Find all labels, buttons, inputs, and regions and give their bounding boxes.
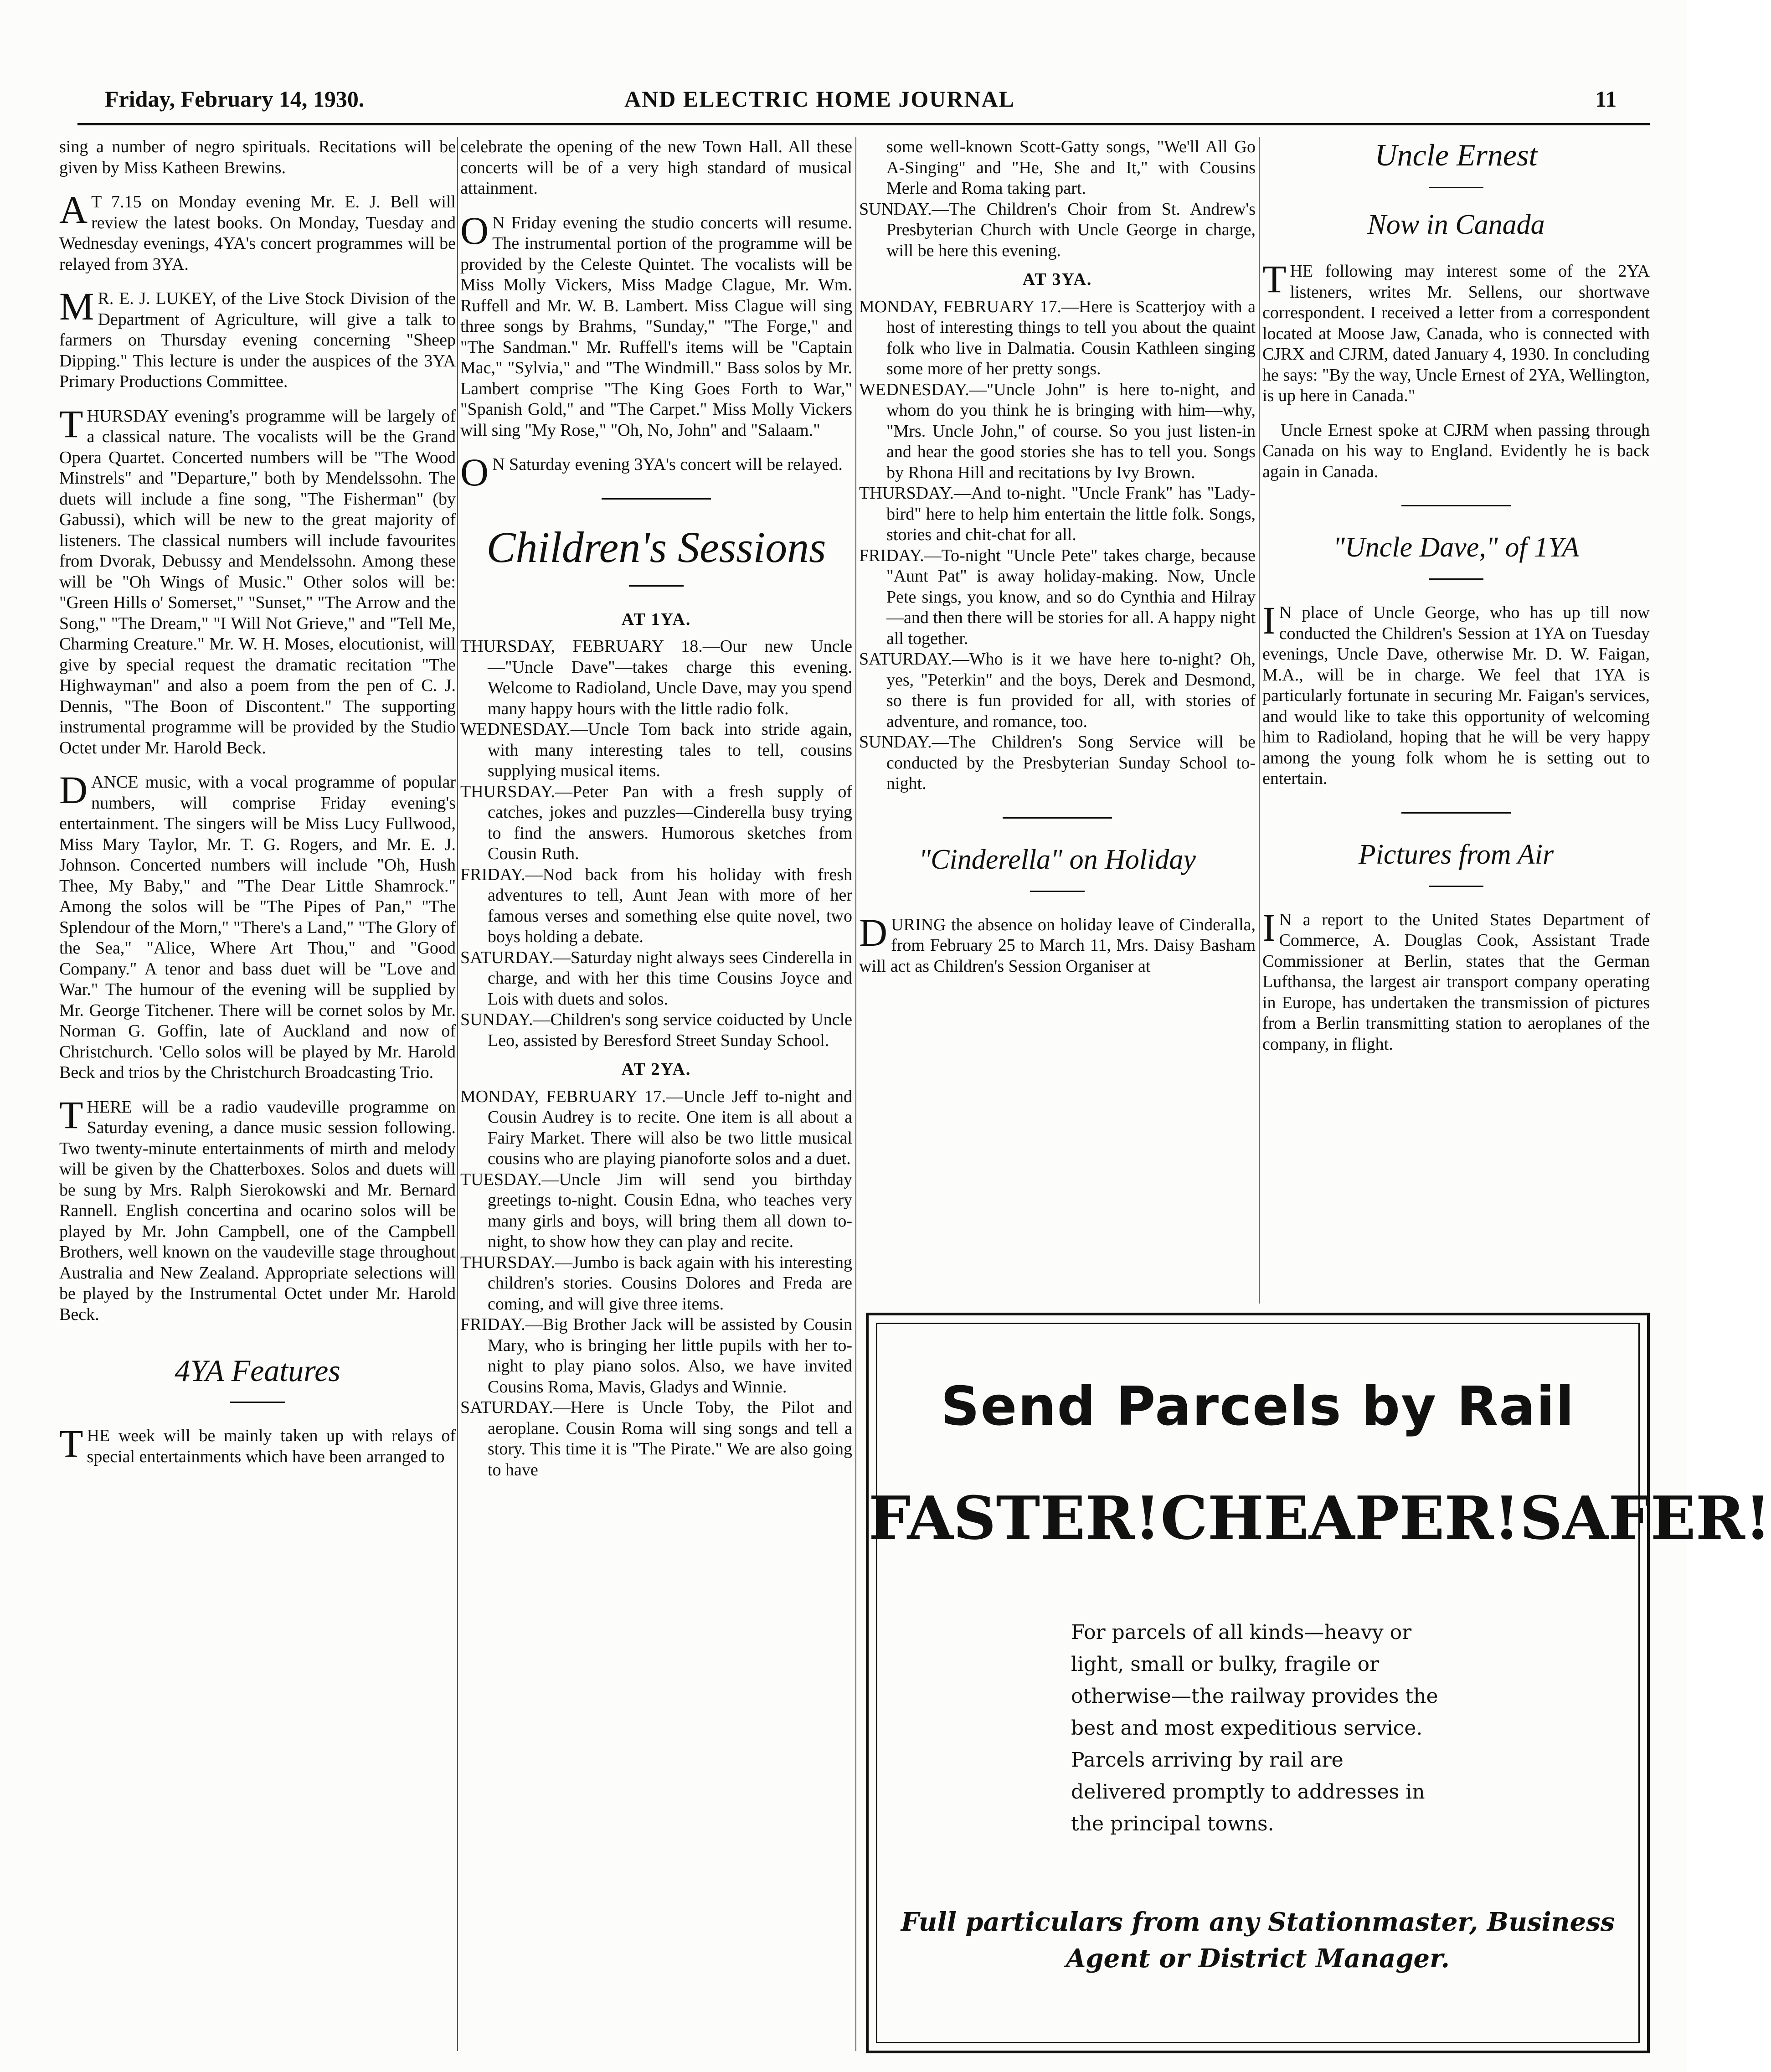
schedule-entry xyxy=(859,483,1256,546)
station-heading-1ya: AT 1YA. xyxy=(621,609,691,629)
ad-slogan-cheaper: CHEAPER! xyxy=(1160,1483,1520,1553)
section-title-cinderella-on-holiday: "Cinderella" on Holiday xyxy=(919,844,1196,875)
paragraph xyxy=(59,1422,456,1467)
schedule-entry-continued: some well-known Scott-Gatty songs, "We'll All Go A-Singing" and "He, She and It," with Cousins Merle and Roma taking part. xyxy=(886,137,1256,198)
entry-text: —Peter Pan with a fresh supply of catches, jokes and puzzles—Cinderella busy trying to find the answers. Humorous sketches from Cousin Ruth. xyxy=(488,782,852,863)
entry-day: FRIDAY. xyxy=(859,546,924,565)
schedule-entry xyxy=(460,1087,852,1170)
drop-cap: D xyxy=(59,768,88,812)
schedule-entry xyxy=(859,199,1256,262)
page-number: 11 xyxy=(1595,86,1617,112)
paragraph xyxy=(460,208,852,441)
railway-advertisement xyxy=(866,1313,1771,2053)
entry-day: THURSDAY. xyxy=(460,782,556,801)
entry-day: SATURDAY. xyxy=(460,948,553,967)
entry-text: —Big Brother Jack will be assisted by Cousin Mary, who is bringing her little pupils with her to-night to play piano solos. Also, we have invited Cousins Roma, Mavis, Gladys and Winnie. xyxy=(488,1315,852,1397)
entry-day: SATURDAY. xyxy=(859,649,952,669)
station-heading-3ya: AT 3YA. xyxy=(1022,270,1092,289)
issue-date: Friday, February 14, 1930. xyxy=(105,86,365,112)
entry-text: —Saturday night always sees Cinderella in charge, and with her this time Cousins Joyce and Lois with duets and solos. xyxy=(488,948,852,1009)
schedule-entry xyxy=(460,948,852,1010)
paragraph-text: N place of Uncle George, who has up till now conducted the Children's Session at 1YA on Tuesday evenings, Uncle Dave, otherwise Mr. D. W. Faigan, M.A., will be in charge. We feel that 1YA is particularly fortunate in securing Mr. Faigan's services, and would like to take this opportunity of welcoming him to Radioland, hoping that he will be very happy among the young folk whom he is setting out to entertain. xyxy=(1262,603,1650,788)
paragraph-text: HURSDAY evening's programme will be largely of a classical nature. The vocalists will be the Grand Opera Quartet. Concerted numbers will be "The Wood Minstrels" and "Departure," both by Mendelssohn. The duets will include a fine song, "The Fisherman" (by Gabussi), which will be new to the great majority of listeners. The classical numbers will include favourites from Dvorak, Debussy and Mendelssohn. Among these will be "Oh Wings of Music." Other solos will be: "Green Hills o' Somerset," "Sunset," "The Arrow and the Song," "The Dream," "I Will Not Grieve," and "Tell Me, Charming Creature." Mr. W. H. Moses, elocutionist, will give by special request the dramatic recitation "The Highwayman" and also a poem from the pen of C. J. Dennis, "The Boon of Discontent." The supporting instrumental programme will be provided by the Studio Octet under Mr. Harold Beck. xyxy=(59,406,456,758)
schedule-entry xyxy=(460,1314,852,1397)
schedule-entry xyxy=(460,1170,852,1252)
column-divider xyxy=(1259,137,1260,1304)
title-rule xyxy=(1429,578,1483,580)
drop-cap: O xyxy=(460,208,489,253)
column-divider xyxy=(855,137,856,2051)
paragraph xyxy=(59,188,456,275)
station-heading-2ya: AT 2YA. xyxy=(621,1060,691,1079)
entry-day: THURSDAY. xyxy=(460,1252,556,1272)
paragraph xyxy=(460,450,852,494)
title-rule xyxy=(1429,886,1483,887)
schedule-entry xyxy=(859,546,1256,649)
entry-text: —Uncle Jeff to-night and Cousin Audrey is to recite. One item is all about a Fairy Market. There will also be two little musical cousins who are playing pianoforte solos and a duet. xyxy=(488,1087,853,1168)
paragraph-text: T 7.15 on Monday evening Mr. E. J. Bell will review the latest books. On Monday, Tuesday and Wednesday evenings, 4YA's concert programmes will be relayed from 3YA. xyxy=(59,192,456,274)
drop-cap: I xyxy=(1262,598,1276,642)
paragraph-text: N a report to the United States Department of Commerce, A. Douglas Cook, Assistant Trade Commissioner at Berlin, states that the German Lufthansa, the largest air transport company operating in Europe, has undertaken the transmission of pictures from a Berlin transmitting station to aeroplanes of the company, in flight. xyxy=(1262,910,1650,1054)
ad-footer-line: Full particulars from any Stationmaster, Business xyxy=(901,1907,1615,1937)
entry-text: —Here is Scatterjoy with a host of interesting things to tell you about the quaint folk who live in Dalmatia. Cousin Kathleen singing some more of her pretty songs. xyxy=(886,297,1256,378)
title-rule xyxy=(230,1402,285,1403)
schedule-entry xyxy=(859,732,1256,794)
paragraph-text: N Friday evening the studio concerts will resume. The instrumental portion of the programme will be provided by the Celeste Quintet. The vocalists will be Miss Molly Vickers, Miss Madge Clague, Mr. Wm. Ruffell and Mr. W. B. Lambert. Miss Clague will sing three songs by Brahms, "Sunday," "The Forge," and "The Sandman." Mr. Ruffell's items will be "Captain Mac," "Sylvia," and "The Windmill." Bass solos by Mr. Lambert comprise "The King Goes Forth to War," "Spanish Gold," and "The Carpet." Miss Molly Vickers will sing "My Rose," "Oh, No, John" and "Salaam." xyxy=(460,213,852,440)
paragraph xyxy=(59,284,456,392)
section-title-uncle-ernest: Uncle Ernest xyxy=(1375,138,1538,172)
drop-cap: O xyxy=(460,450,489,494)
entry-day: SUNDAY. xyxy=(859,199,932,219)
paragraph-text: R. E. J. LUKEY, of the Live Stock Division of the Department of Agriculture, will give a talk to farmers on Thursday evening concerning "Sheep Dipping." This lecture is under the auspices of the 3YA Primary Productions Committee. xyxy=(59,289,456,391)
drop-cap: D xyxy=(859,910,888,954)
schedule-entry xyxy=(460,1397,852,1480)
schedule-entry xyxy=(460,1010,852,1051)
entry-text: —The Children's Song Service will be conducted by the Presbyterian Sunday School to-night. xyxy=(886,732,1256,793)
section-title-pictures-from-air: Pictures from Air xyxy=(1358,839,1554,870)
section-title-uncle-dave: "Uncle Dave," of 1YA xyxy=(1333,532,1580,563)
drop-cap: T xyxy=(59,1422,83,1465)
paragraph-text: HE following may interest some of the 2YA listeners, writes Mr. Sellens, our shortwave correspondent. I received a letter from a correspondent located at Moose Jaw, Canada, who is connected with CJRX and CJRM, dated January 4, 1930. In concluding he says: "By the way, Uncle Ernest of 2YA, Wellington, is up here in Canada." xyxy=(1262,262,1650,405)
paragraph xyxy=(59,402,456,759)
schedule-entry xyxy=(460,782,852,865)
entry-day: TUESDAY. xyxy=(460,1170,542,1189)
ad-slogan-faster: FASTER! xyxy=(869,1483,1161,1553)
paragraph: celebrate the opening of the new Town Hall. All these concerts will be of a very high standard of musical attainment. xyxy=(460,137,852,198)
paragraph xyxy=(859,910,1256,977)
entry-text: —Uncle Tom back into stride again, with many interesting tales to tell, cousins supplying musical items. xyxy=(488,720,852,780)
entry-day: MONDAY, FEBRUARY 17. xyxy=(859,297,1061,316)
entry-text: —"Uncle John" is here to-night, and whom do you think he is bringing with him—why, "Mrs. Uncle John," of course. So you just listen-in and hear the good stories she has to tell you. Songs by Rhona Hill and recitations by Ivy Brown. xyxy=(886,380,1256,482)
drop-cap: A xyxy=(59,188,88,232)
entry-text: —Our new Uncle—"Uncle Dave"—takes charge this evening. Welcome to Radioland, Uncle Dave, may you spend many happy hours with the little radio folk. xyxy=(488,637,852,718)
paragraph-text: URING the absence on holiday leave of Cinderalla, from February 25 to March 11, Mrs. Daisy Basham will act as Children's Session Organiser at xyxy=(859,915,1256,976)
entry-text: —Children's song service coiducted by Uncle Leo, assisted by Beresford Street Sunday School. xyxy=(488,1010,852,1050)
title-rule xyxy=(1429,187,1483,188)
paragraph-text: HE week will be mainly taken up with relays of special entertainments which have been arranged to xyxy=(87,1426,456,1466)
entry-day: MONDAY, FEBRUARY 17. xyxy=(460,1087,666,1106)
title-rule xyxy=(1030,891,1085,892)
masthead: AND ELECTRIC HOME JOURNAL xyxy=(624,86,1015,112)
entry-text: —Jumbo is back again with his interesting children's stories. Cousins Dolores and Freda are coming, and will give three items. xyxy=(488,1252,852,1314)
entry-text: —The Children's Choir from St. Andrew's Presbyterian Church with Uncle George in charge, will be here this evening. xyxy=(886,199,1256,260)
entry-day: THURSDAY. xyxy=(859,484,954,503)
drop-cap: T xyxy=(1262,257,1287,301)
column-divider xyxy=(457,137,458,2051)
header-rule xyxy=(77,123,1650,125)
ad-footer-line: Agent or District Manager. xyxy=(1066,1943,1450,1974)
drop-cap: T xyxy=(59,402,83,446)
entry-day: FRIDAY. xyxy=(460,1315,525,1334)
section-title-childrens-sessions: Children's Sessions xyxy=(486,522,826,572)
paragraph xyxy=(1262,257,1650,407)
entry-day: SUNDAY. xyxy=(859,732,932,752)
column-1 xyxy=(59,137,456,2072)
column-2 xyxy=(460,137,852,2072)
schedule-entry xyxy=(859,380,1256,484)
paragraph xyxy=(59,1093,456,1325)
drop-cap: T xyxy=(59,1093,83,1137)
schedule-entry xyxy=(859,649,1256,732)
schedule-entry xyxy=(460,719,852,782)
schedule-entry xyxy=(460,865,852,948)
paragraph-text: N Saturday evening 3YA's concert will be relayed. xyxy=(492,455,843,474)
section-subtitle-now-in-canada: Now in Canada xyxy=(1367,209,1545,240)
ad-headline: Send Parcels by Rail xyxy=(941,1375,1575,1438)
section-rule xyxy=(1401,505,1511,506)
entry-day: WEDNESDAY. xyxy=(859,380,969,399)
entry-text: —Nod back from his holiday with fresh adventures to tell, Aunt Jean with more of her famous verses and something else quite novel, two boys holding a debate. xyxy=(488,865,852,946)
entry-day: SUNDAY. xyxy=(460,1010,533,1029)
entry-text: —Who is it we have here to-night? Oh, yes, "Peterkin" and the boys, Derek and Desmond, so there is fun provided for all, with stories of adventure, and romance, too. xyxy=(886,649,1256,731)
paragraph-text: ANCE music, with a vocal programme of popular numbers, will comprise Friday evening's entertainment. The singers will be Miss Lucy Fullwood, Miss Mary Taylor, Mr. T. G. Rogers, and Mr. E. J. Johnson. Concerted numbers will include "Oh, Hush Thee, My Baby," and "The Dear Little Shamrock." Among the solos will be "The Pipes of Pan," "The Splendour of the Morn," "There's a Land," "The Glory of the Sea," "Alice, Where Art Thou," and "Good Company." A tenor and bass duet will be "Love and War." The humour of the evening will be supplied by Mr. George Titchener. There will be cornet solos by Mr. Norman G. Goffin, late of Auckland and now of Christchurch. 'Cello solos will be played by Mr. Harold Beck and trios by the Christchurch Broadcasting Trio. xyxy=(59,773,456,1082)
entry-day: WEDNESDAY. xyxy=(460,720,571,739)
entry-text: —Uncle Jim will send you birthday greetings to-night. Cousin Edna, who teaches very many girls and boys, will bring them all down to-night, to show how they can play and recite. xyxy=(488,1170,852,1251)
ad-slogan-safer: SAFER! xyxy=(1519,1483,1771,1553)
schedule-entry xyxy=(460,1252,852,1315)
entry-day: FRIDAY. xyxy=(460,865,525,884)
paragraph xyxy=(59,768,456,1083)
paragraph: sing a number of negro spirituals. Recitations will be given by Miss Katheen Brewins. xyxy=(59,137,456,177)
drop-cap: M xyxy=(59,284,94,328)
paragraph: Uncle Ernest spoke at CJRM when passing through Canada on his way to England. Evidently he is back again in Canada. xyxy=(1262,420,1650,481)
ad-body-text: For parcels of all kinds—heavy or light, small or bulky, fragile or otherwise—the railway provides the best and most expeditious service. Parcels arriving by rail are delivered promptly to addresses in the principal towns. xyxy=(1071,1621,1438,1835)
section-rule xyxy=(602,498,711,500)
section-title-4ya-features: 4YA Features xyxy=(175,1353,340,1388)
entry-text: —To-night "Uncle Pete" takes charge, because "Aunt Pat" is away holiday-making. Now, Uncle Pete sings, you know, and so do Cynthia and Hilray—and then there will be stories for all. A happy night all together. xyxy=(886,546,1256,648)
schedule-entry xyxy=(460,636,852,719)
paragraph xyxy=(1262,598,1650,789)
schedule-entry xyxy=(859,297,1256,380)
section-rule xyxy=(1003,817,1112,819)
entry-text: —Here is Uncle Toby, the Pilot and aeroplane. Cousin Roma will sing songs and tell a story. This time it is "The Pirate." We are also going to have xyxy=(488,1398,852,1479)
paragraph-text: HERE will be a radio vaudeville programme on Saturday evening, a dance music session following. Two twenty-minute entertainments of mirth and melody will be given by the Chatterboxes. Solos and duets will be sung by Mrs. Ralph Sierokowski and Mr. Bernard Rannell. English concertina and ocarino solos will be played by Mr. John Campbell, one of the Campbell Brothers, well known on the vaudeville stage throughout Australia and New Zealand. Appropriate selections will be played by the Instrumental Octet under Mr. Harold Beck. xyxy=(59,1097,456,1324)
paragraph xyxy=(1262,905,1650,1055)
entry-day: THURSDAY, FEBRUARY 18. xyxy=(460,637,703,656)
ad-inner-border xyxy=(876,1323,1640,2043)
title-rule xyxy=(629,585,684,587)
entry-day: SATURDAY. xyxy=(460,1398,553,1417)
drop-cap: I xyxy=(1262,905,1276,949)
section-rule xyxy=(1401,812,1511,814)
entry-text: —And to-night. "Uncle Frank" has "Lady-bird" here to help him entertain the little folk. Songs, stories and chit-chat for all. xyxy=(886,484,1256,544)
